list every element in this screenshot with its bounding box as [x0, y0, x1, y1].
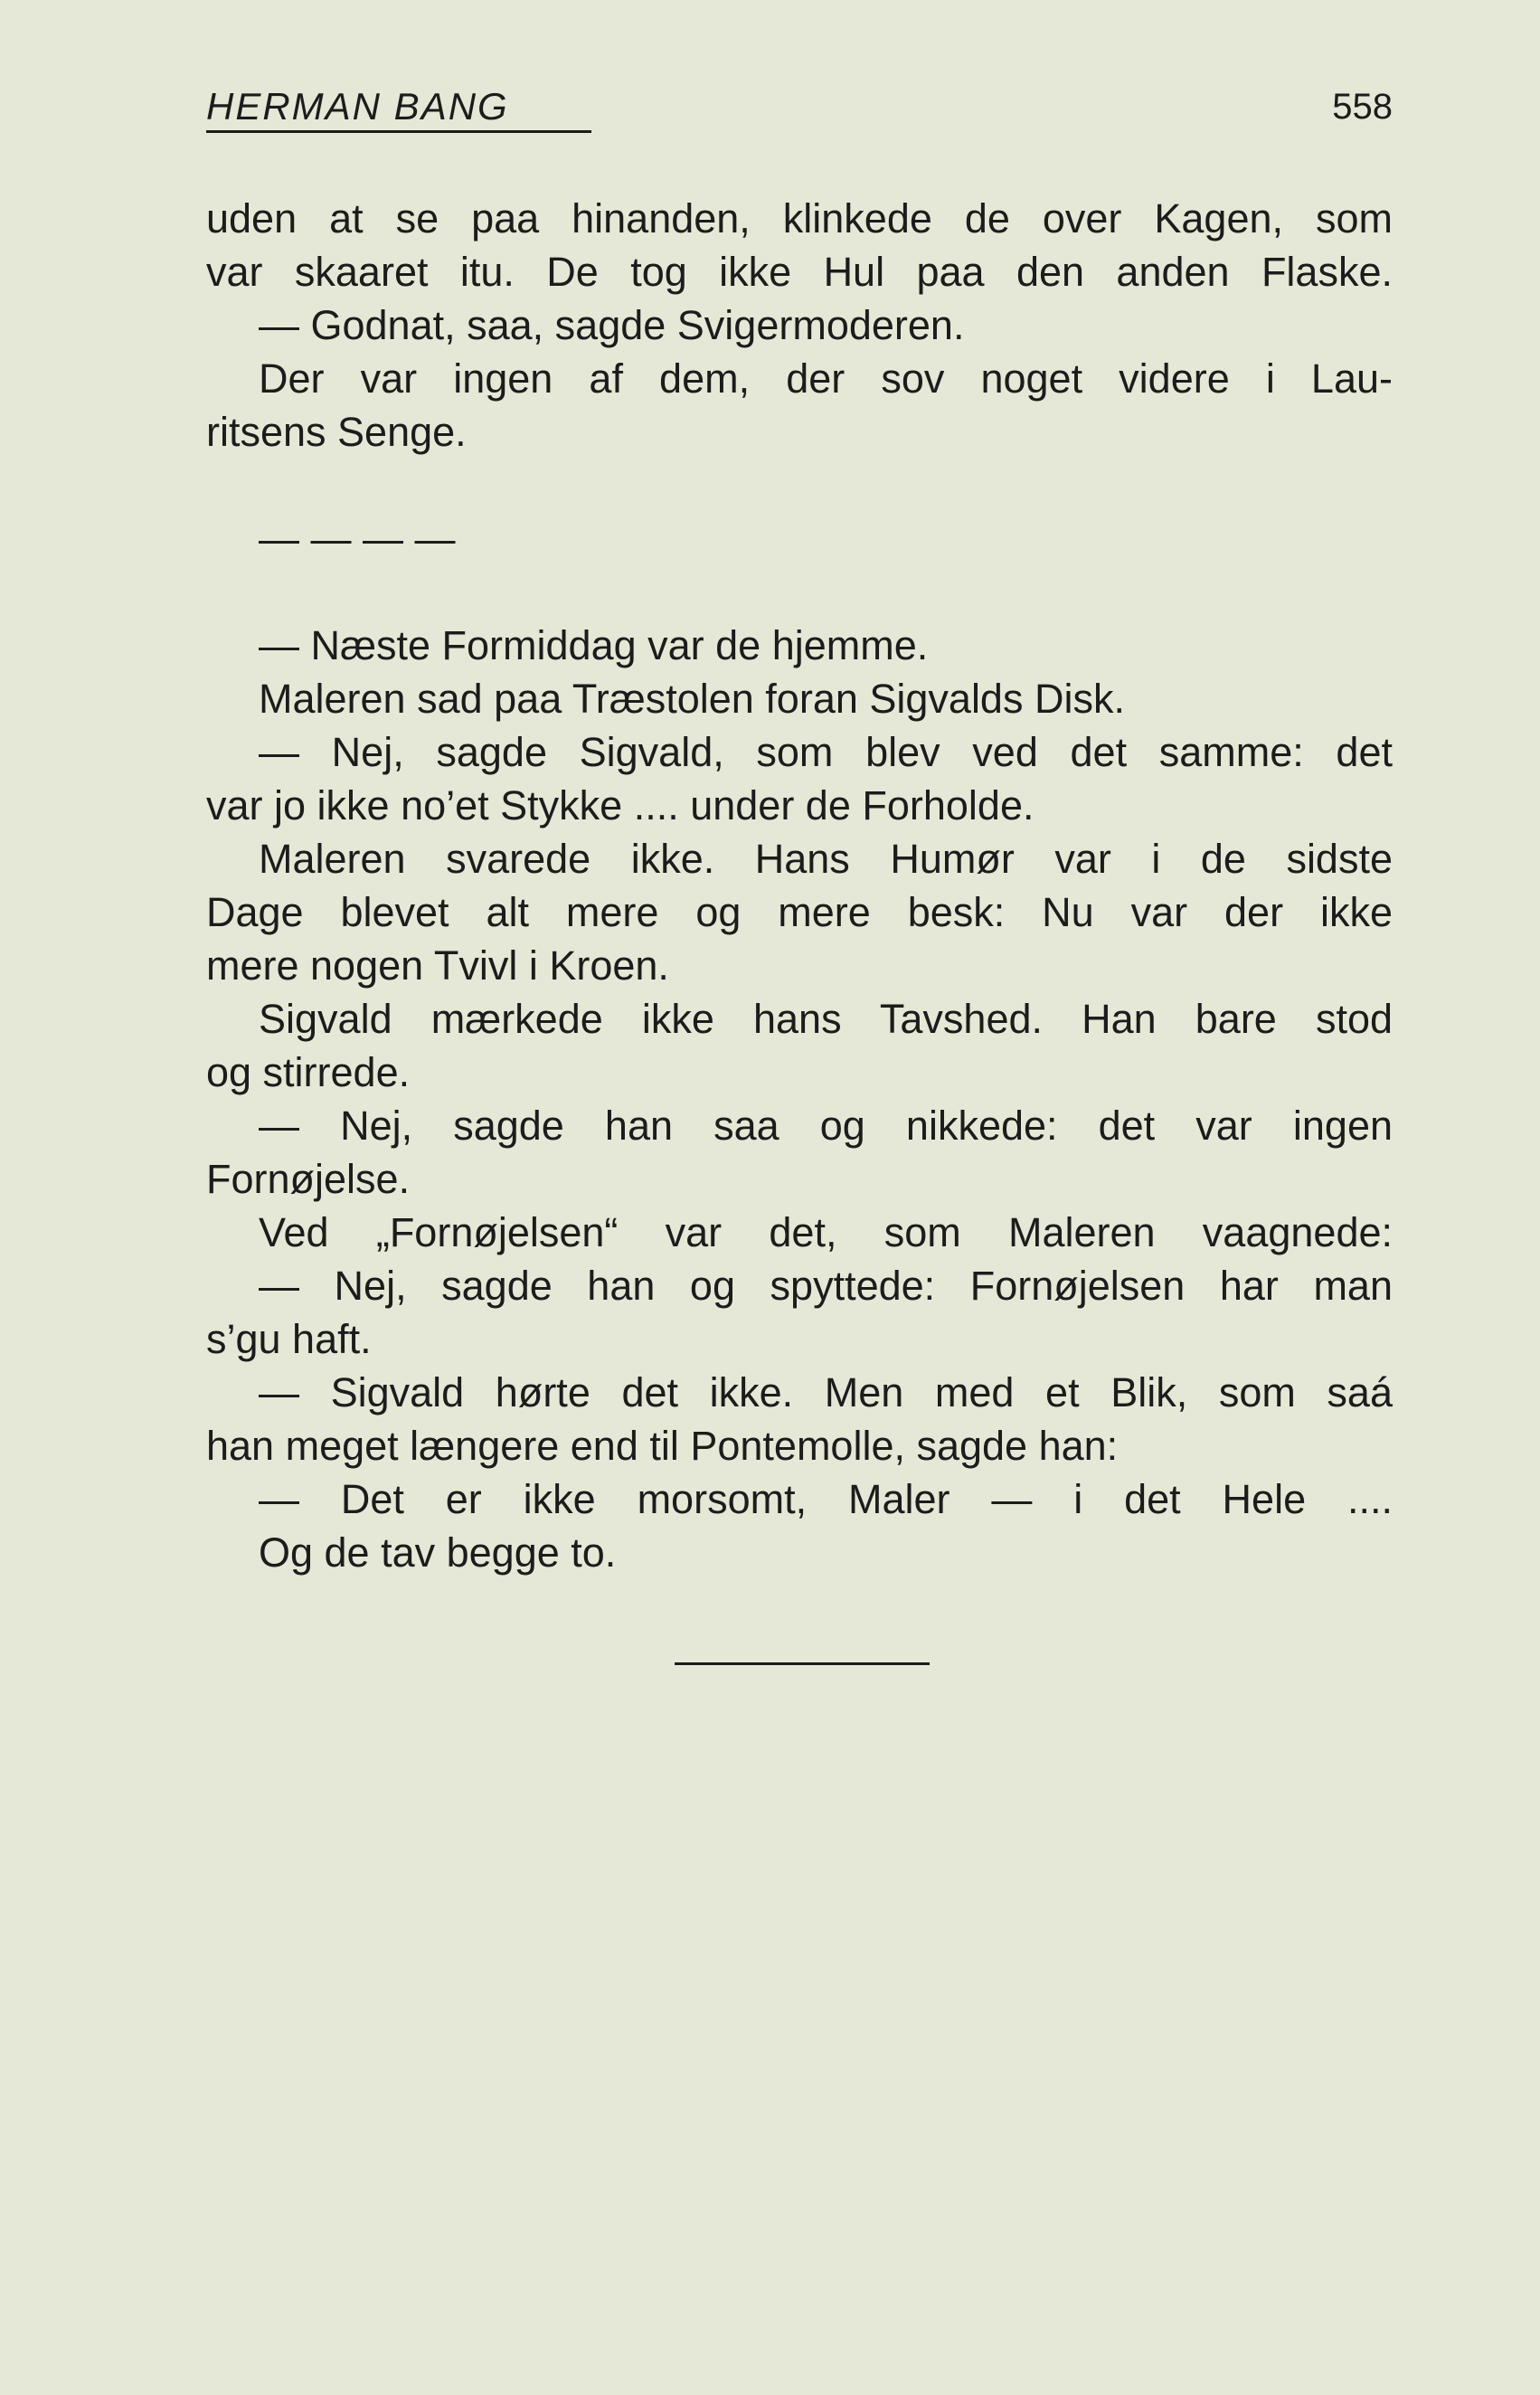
text-line: Sigvald mærkede ikke hans Tavshed. Han bare stod — [259, 996, 1393, 1042]
text-line: Fornøjelse. — [206, 1156, 411, 1202]
page-number: 558 — [1332, 87, 1393, 127]
text-body — [206, 192, 1393, 1579]
text-line: Ved „Fornøjelsen“ var det, som Maleren vaagnede: — [259, 1209, 1393, 1255]
text-line: — Det er ikke morsomt, Maler — i det Hele .... — [259, 1476, 1393, 1522]
text-line: Maleren svarede ikke. Hans Humør var i de sidste — [259, 836, 1393, 882]
running-head: HERMAN BANG — [206, 85, 509, 128]
text-line: mere nogen Tvivl i Kroen. — [206, 942, 669, 989]
section-break-dashes: — — — — — [259, 516, 456, 562]
text-line: s’gu haft. — [206, 1316, 372, 1362]
section-gap — [206, 459, 1393, 512]
text-line: Dage blevet alt mere og mere besk: Nu var der ikke — [206, 889, 1393, 935]
section-gap — [206, 565, 1393, 619]
end-rule — [675, 1662, 930, 1665]
text-line: og stirrede. — [206, 1049, 411, 1095]
text-line: — Godnat, saa, sagde Svigermoderen. — [259, 302, 965, 348]
text-line: uden at se paa hinanden, klinkede de over Kagen, som — [206, 195, 1393, 241]
text-line: — Nej, sagde han saa og nikkede: det var ingen — [259, 1103, 1393, 1149]
text-line: — Næste Formiddag var de hjemme. — [259, 622, 929, 668]
text-line: Maleren sad paa Træstolen foran Sigvalds Disk. — [259, 676, 1125, 722]
header-underline — [206, 130, 591, 133]
text-line: var skaaret itu. De tog ikke Hul paa den anden Flaske. — [206, 249, 1393, 295]
page-header — [206, 83, 1393, 137]
text-line: var jo ikke no’et Stykke .... under de Forholde. — [206, 782, 1035, 828]
text-line: — Nej, sagde han og spyttede: Fornøjelsen har man — [259, 1263, 1393, 1309]
text-line: Og de tav begge to. — [259, 1529, 617, 1576]
text-line: ritsens Senge. — [206, 409, 467, 455]
text-line: Der var ingen af dem, der sov noget videre i Lau- — [259, 355, 1393, 402]
text-line: — Sigvald hørte det ikke. Men med et Blik, som saá — [259, 1369, 1393, 1415]
text-line: — Nej, sagde Sigvald, som blev ved det samme: det — [259, 729, 1393, 775]
text-line: han meget længere end til Pontemolle, sagde han: — [206, 1423, 1119, 1469]
